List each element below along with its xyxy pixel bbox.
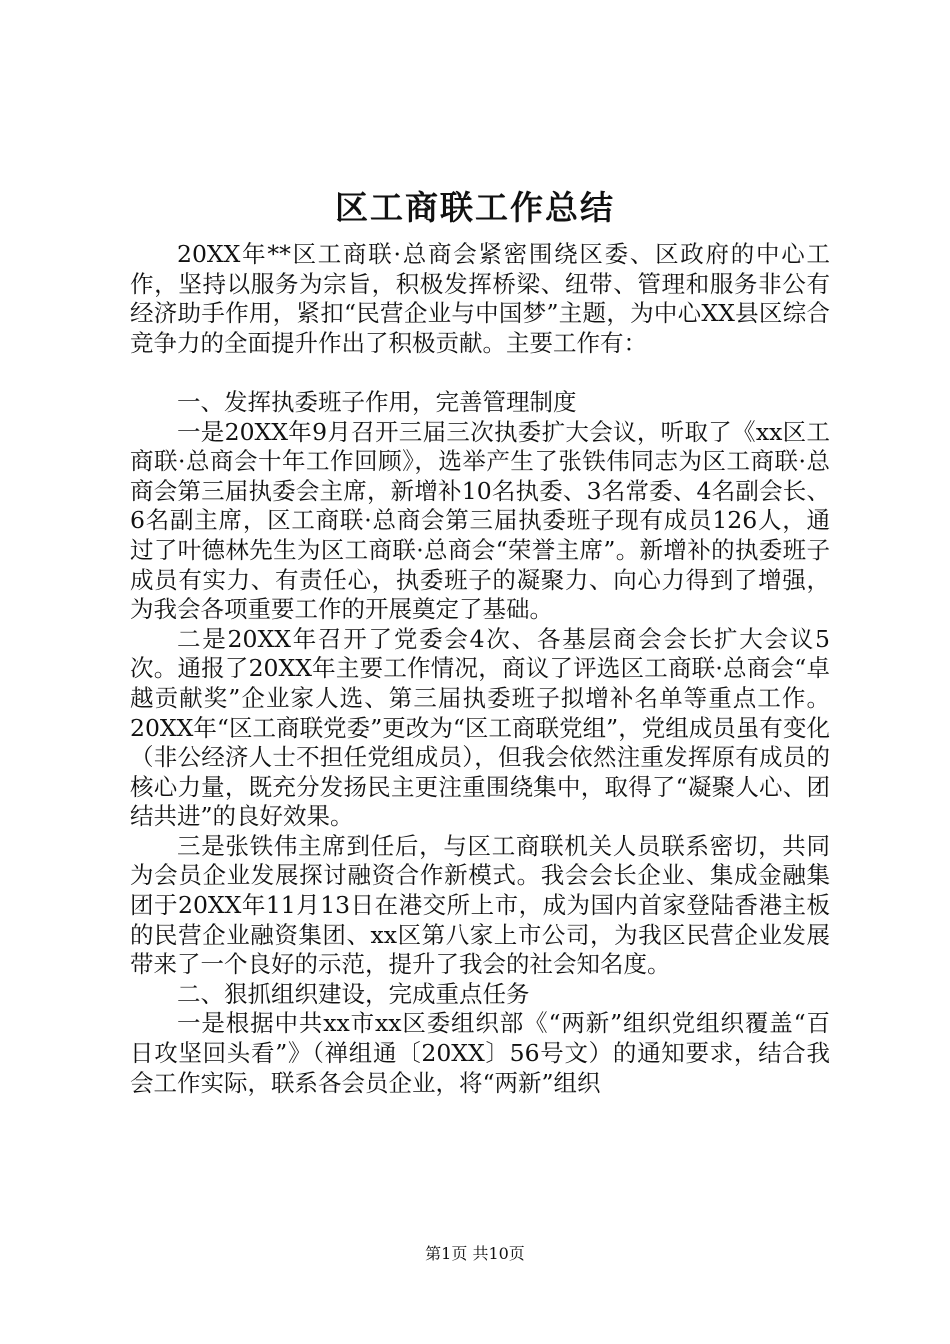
- paragraph-1-2: 二是20XX年召开了党委会4次、各基层商会会长扩大会议5次。通报了20XX年主要工作情况，商议了评选区工商联·总商会“卓越贡献奖”企业家人选、第三届执委班子拟增补名单等重点工作。20XX年“区工商联党委”更改为“区工商联党组”，党组成员虽有变化（非公经济人士不担任党组成员），但我会依然注重发挥原有成员的核心力量，既充分发扬民主更注重围绕集中，取得了“凝聚人心、团结共进”的良好效果。: [130, 624, 830, 831]
- paragraph-2-1: 一是根据中共xx市xx区委组织部《“两新”组织党组织覆盖“百日攻坚回头看”》（禅组通〔20XX〕56号文）的通知要求，结合我会工作实际，联系各会员企业，将“两新”组织: [130, 1009, 830, 1097]
- document-body: [130, 240, 830, 1098]
- intro-paragraph: 20XX年**区工商联·总商会紧密围绕区委、区政府的中心工作，坚持以服务为宗旨，积极发挥桥梁、纽带、管理和服务非公有经济助手作用，紧扣“民营企业与中国梦”主题，为中心XX县区综合竞争力的全面提升作出了积极贡献。主要工作有：: [130, 240, 830, 357]
- section-heading-1: 一、发挥执委班子作用，完善管理制度: [177, 387, 577, 416]
- section-heading-2: 二、狠抓组织建设，完成重点任务: [177, 979, 530, 1008]
- page-title: 区工商联工作总结: [335, 188, 615, 227]
- paragraph-1-1: 一是20XX年9月召开三届三次执委扩大会议，听取了《xx区工商联·总商会十年工作回顾》，选举产生了张铁伟同志为区工商联·总商会第三届执委会主席，新增补10名执委、3名常委、4名副会长、6名副主席，区工商联·总商会第三届执委班子现有成员126人，通过了叶德林先生为区工商联·总商会“荣誉主席”。新增补的执委班子成员有实力、有责任心，执委班子的凝聚力、向心力得到了增强，为我会各项重要工作的开展奠定了基础。: [130, 417, 830, 624]
- page-footer: 第1页 共10页: [425, 1244, 525, 1263]
- paragraph-1-3: 三是张铁伟主席到任后，与区工商联机关人员联系密切，共同为会员企业发展探讨融资合作新模式。我会会长企业、集成金融集团于20XX年11月13日在港交所上市，成为国内首家登陆香港主板的民营企业融资集团、xx区第八家上市公司，为我区民营企业发展带来了一个良好的示范，提升了我会的社会知名度。: [130, 831, 830, 979]
